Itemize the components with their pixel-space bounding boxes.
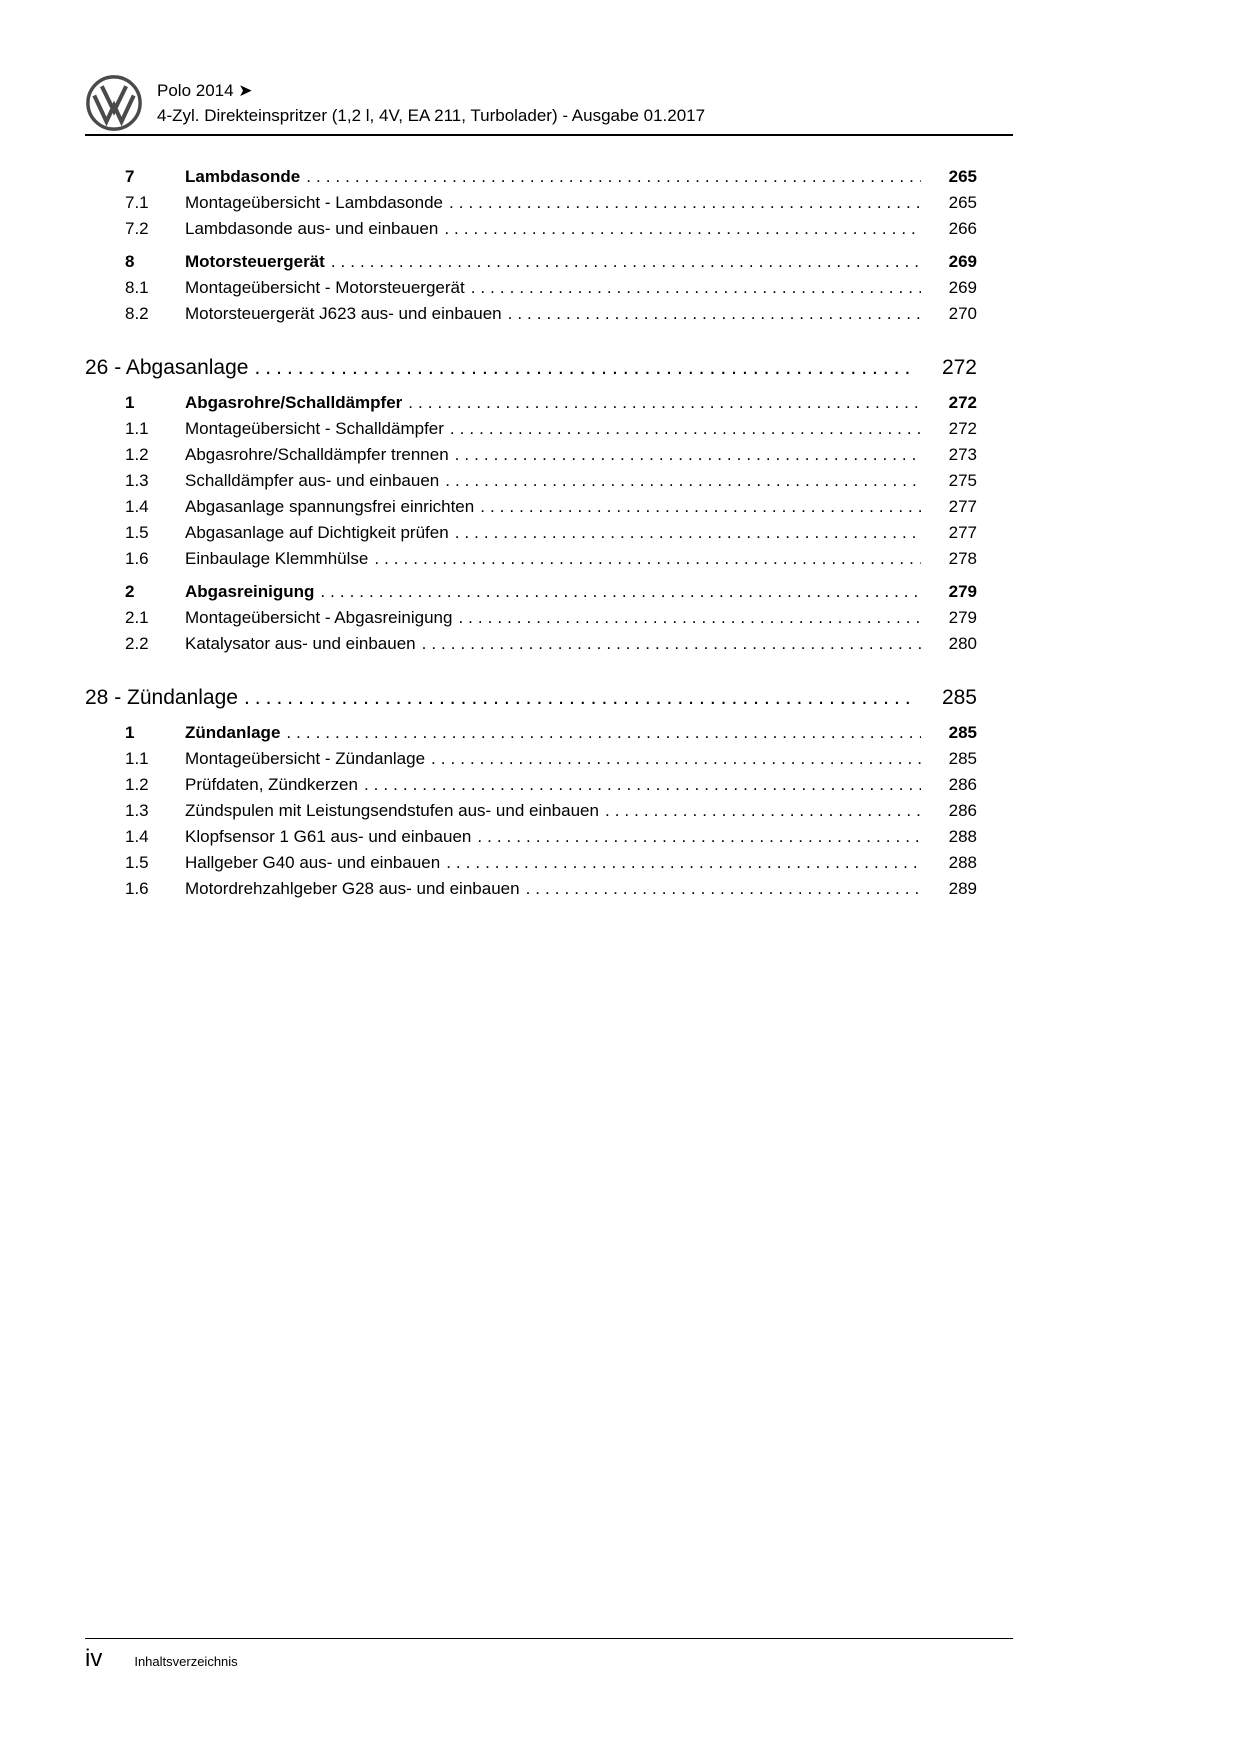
dot-leader: [422, 631, 921, 657]
dot-leader: [286, 720, 921, 746]
dot-leader: [449, 190, 921, 216]
dot-leader: [431, 746, 921, 772]
toc-entry-page: 277: [948, 497, 977, 516]
toc-entry-title: Montageübersicht - Motorsteuergerät: [185, 278, 465, 297]
toc-row: [85, 746, 1013, 772]
toc-entry-number: 1.6: [125, 549, 149, 568]
toc-entry-number: 8.2: [125, 304, 149, 323]
toc-entry-page: 269: [948, 252, 977, 271]
toc-entry-number: 8.1: [125, 278, 149, 297]
toc-row: [85, 579, 1013, 605]
toc-row: [85, 520, 1013, 546]
toc-entry-number: 1.2: [125, 445, 149, 464]
dot-leader: [458, 605, 921, 631]
toc-entry-page: 288: [948, 827, 977, 846]
toc-entry-title: Klopfsensor 1 G61 aus- und einbauen: [185, 827, 472, 846]
toc-entry-title: Motorsteuergerät: [185, 252, 325, 271]
dot-leader: [605, 798, 921, 824]
toc-entry-page: 286: [948, 801, 977, 820]
toc-row: [85, 798, 1013, 824]
dot-leader: [455, 442, 921, 468]
dot-leader: [445, 468, 921, 494]
toc-entry-number: 2: [125, 582, 135, 601]
toc-entry-number: 1.1: [125, 749, 149, 768]
toc-entry-page: 280: [948, 634, 977, 653]
dot-leader: [450, 416, 921, 442]
toc-row: [85, 390, 1013, 416]
toc-row: [85, 164, 1013, 190]
toc-entry-page: 289: [948, 879, 977, 898]
toc-entry-number: 8: [125, 252, 135, 271]
toc-entry-title: Zündspulen mit Leistungsendstufen aus- und einbauen: [185, 801, 599, 820]
toc-entry-number: 1.6: [125, 879, 149, 898]
toc-entry-title: Prüfdaten, Zündkerzen: [185, 775, 358, 794]
toc-row: [85, 442, 1013, 468]
dot-leader: [526, 876, 921, 902]
toc-entry-page: 266: [948, 219, 977, 238]
dot-leader: [364, 772, 921, 798]
toc-chapter-row: [85, 353, 1013, 383]
toc-entry-title: Hallgeber G40 aus- und einbauen: [185, 853, 441, 872]
toc-entry-number: 1: [125, 393, 135, 412]
toc-entry-number: 7.1: [125, 193, 149, 212]
toc-entry-page: 269: [948, 278, 977, 297]
toc-entry-title: Schalldämpfer aus- und einbauen: [185, 471, 440, 490]
toc-entry-page: 277: [948, 523, 977, 542]
header-subtitle: 4-Zyl. Direkteinspritzer (1,2 l, 4V, EA 211, Turbolader) - Ausgabe 01.2017: [157, 106, 706, 125]
toc-entry-page: 265: [948, 193, 977, 212]
toc-entry-number: 1.4: [125, 497, 149, 516]
dot-leader: [477, 824, 921, 850]
toc-entry-title: Montageübersicht - Lambdasonde: [185, 193, 443, 212]
toc-row: [85, 275, 1013, 301]
toc-entry-page: 273: [948, 445, 977, 464]
toc-row: [85, 468, 1013, 494]
dot-leader: [331, 249, 921, 275]
toc-entry-page: 265: [948, 167, 977, 186]
toc-entry-number: 1.1: [125, 419, 149, 438]
dot-leader: [254, 353, 917, 383]
toc-entry-page: 285: [941, 686, 977, 709]
dot-leader: [480, 494, 921, 520]
toc-entry-number: 2.1: [125, 608, 149, 627]
dot-leader: [320, 579, 921, 605]
toc-row: [85, 720, 1013, 746]
toc-row: [85, 605, 1013, 631]
dot-leader: [444, 216, 921, 242]
toc-chapter-row: [85, 683, 1013, 713]
toc-entry-title: Abgasanlage spannungsfrei einrichten: [185, 497, 475, 516]
toc-entry-number: 1.5: [125, 523, 149, 542]
header-model: Polo 2014 ➤: [157, 81, 253, 100]
toc-entry-page: 285: [948, 723, 977, 742]
toc-entry-title: 28 - Zündanlage: [85, 686, 238, 709]
toc-entry-number: 1.3: [125, 471, 149, 490]
toc-entry-page: 278: [948, 549, 977, 568]
page-footer: [85, 1638, 1013, 1671]
toc-row: [85, 301, 1013, 327]
toc-entry-title: Abgasanlage auf Dichtigkeit prüfen: [185, 523, 449, 542]
toc-entry-number: 1.5: [125, 853, 149, 872]
toc-entry-number: 1: [125, 723, 135, 742]
dot-leader: [306, 164, 921, 190]
toc-row: [85, 416, 1013, 442]
toc: [85, 164, 1013, 902]
toc-entry-title: Montageübersicht - Schalldämpfer: [185, 419, 444, 438]
toc-entry-title: Montageübersicht - Zündanlage: [185, 749, 426, 768]
toc-entry-number: 7: [125, 167, 135, 186]
footer-label: Inhaltsverzeichnis: [134, 1654, 238, 1669]
dot-leader: [374, 546, 921, 572]
toc-entry-number: 7.2: [125, 219, 149, 238]
footer-rule: [85, 1638, 1013, 1639]
toc-entry-title: Katalysator aus- und einbauen: [185, 634, 416, 653]
footer-page-number: iv: [85, 1645, 103, 1672]
toc-row: [85, 631, 1013, 657]
dot-leader: [508, 301, 921, 327]
dot-leader: [408, 390, 921, 416]
toc-entry-title: Montageübersicht - Abgasreinigung: [185, 608, 453, 627]
toc-entry-title: 26 - Abgasanlage: [85, 356, 249, 379]
toc-entry-title: Abgasrohre/Schalldämpfer: [185, 393, 403, 412]
toc-entry-page: 288: [948, 853, 977, 872]
toc-row: [85, 824, 1013, 850]
dot-leader: [244, 683, 917, 713]
page-header: [85, 72, 1013, 132]
toc-row: [85, 546, 1013, 572]
toc-entry-title: Zündanlage: [185, 723, 281, 742]
toc-row: [85, 190, 1013, 216]
toc-entry-page: 270: [948, 304, 977, 323]
toc-entry-title: Motorsteuergerät J623 aus- und einbauen: [185, 304, 502, 323]
dot-leader: [446, 850, 921, 876]
toc-row: [85, 216, 1013, 242]
toc-row: [85, 494, 1013, 520]
toc-entry-page: 272: [948, 419, 977, 438]
toc-entry-page: 285: [948, 749, 977, 768]
toc-entry-number: 2.2: [125, 634, 149, 653]
toc-entry-title: Abgasreinigung: [185, 582, 315, 601]
toc-row: [85, 876, 1013, 902]
toc-entry-page: 279: [948, 608, 977, 627]
toc-entry-page: 272: [948, 393, 977, 412]
toc-entry-number: 1.4: [125, 827, 149, 846]
toc-entry-title: Lambdasonde aus- und einbauen: [185, 219, 439, 238]
toc-entry-title: Motordrehzahlgeber G28 aus- und einbauen: [185, 879, 520, 898]
toc-entry-page: 275: [948, 471, 977, 490]
toc-entry-title: Einbaulage Klemmhülse: [185, 549, 369, 568]
toc-entry-number: 1.2: [125, 775, 149, 794]
dot-leader: [471, 275, 921, 301]
toc-row: [85, 249, 1013, 275]
toc-entry-title: Abgasrohre/Schalldämpfer trennen: [185, 445, 449, 464]
dot-leader: [455, 520, 921, 546]
toc-entry-page: 279: [948, 582, 977, 601]
toc-entry-page: 286: [948, 775, 977, 794]
toc-entry-page: 272: [941, 356, 977, 379]
toc-row: [85, 850, 1013, 876]
toc-entry-number: 1.3: [125, 801, 149, 820]
toc-row: [85, 772, 1013, 798]
header-rule: [85, 134, 1013, 136]
toc-entry-title: Lambdasonde: [185, 167, 301, 186]
vw-logo-icon: [85, 74, 143, 132]
